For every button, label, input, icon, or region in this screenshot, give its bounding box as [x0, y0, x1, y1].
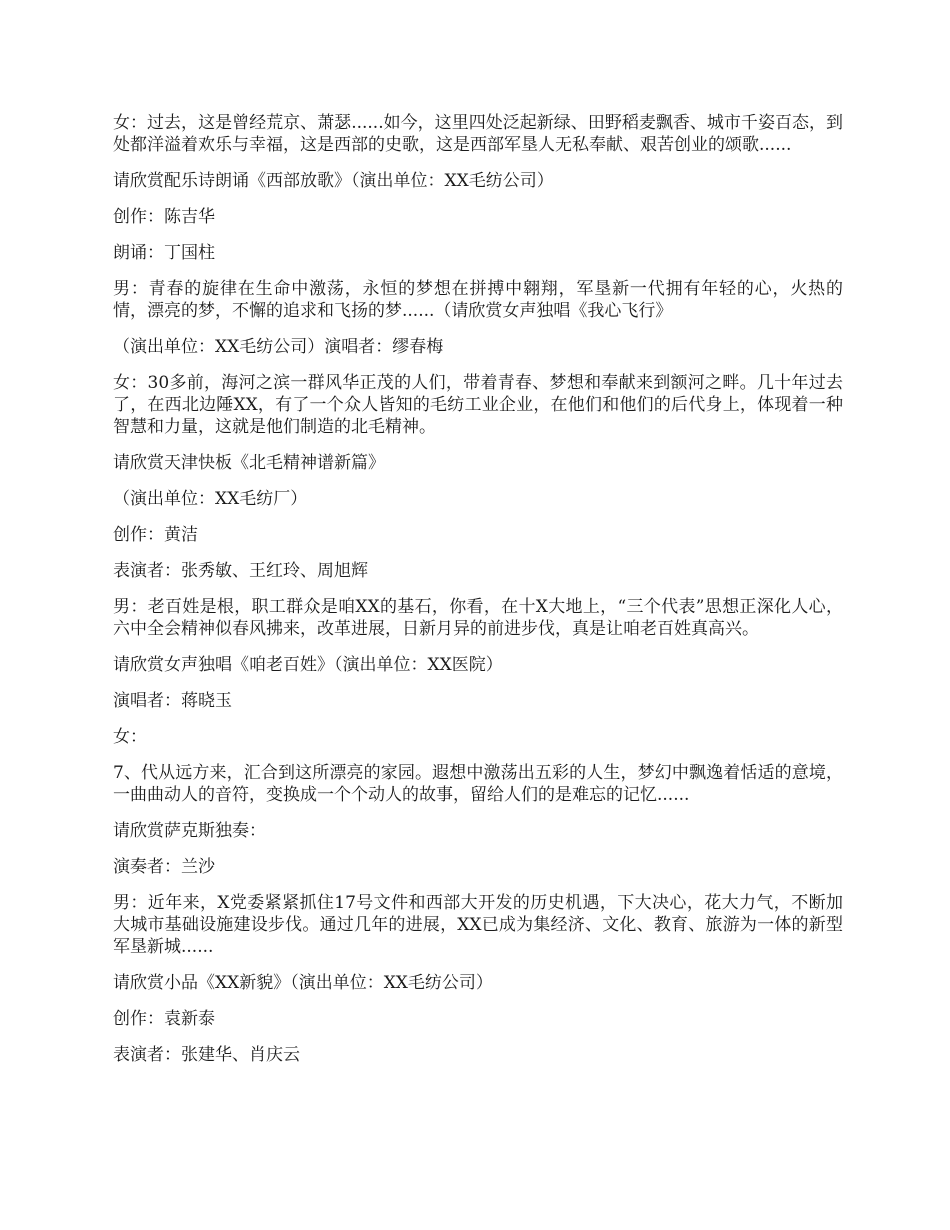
- paragraph-credit-unit: （演出单位：XX毛纺厂）: [113, 489, 308, 509]
- paragraph-credit-unit-singer: （演出单位：XX毛纺公司）演唱者：缪春梅: [113, 337, 444, 357]
- paragraph-credit-writer: 创作：陈吉华: [113, 207, 215, 227]
- paragraph-intro-male: 男：青春的旋律在生命中激荡，永恒的梦想在拼搏中翱翔，军垦新一代拥有年轻的心，火热的情，漂亮的梦，不懈的追求和飞扬的梦......（请欣赏女声独唱《我心飞行》: [113, 279, 843, 321]
- paragraph-credit-performers: 表演者：张秀敏、王红玲、周旭辉: [113, 561, 368, 581]
- paragraph-credit-writer: 创作：黄洁: [113, 525, 198, 545]
- paragraph-intro-female: 女：过去，这是曾经荒京、萧瑟......如今，这里四处泛起新绿、田野稻麦飘香、城市千姿百态，到处都洋溢着欢乐与幸福，这是西部的史歌，这是西部军垦人无私奉献、艰苦创业的颂歌......: [113, 113, 843, 155]
- paragraph-credit-singer: 演唱者：蒋晓玉: [113, 691, 232, 711]
- paragraph-program-solo: 请欣赏女声独唱《咱老百姓》（演出单位：XX医院）: [113, 655, 503, 675]
- paragraph-speaker-female: 女：: [113, 727, 147, 747]
- document-body: [113, 112, 843, 1080]
- paragraph-program-saxophone: 请欣赏萨克斯独奏：: [113, 821, 266, 841]
- paragraph-intro-male: 男：老百姓是根，职工群众是咱XX的基石，你看，在十X大地上，“三个代表”思想正深化人心，六中全会精神似春风拂来，改革进展，日新月异的前进步伐，真是让咱老百姓真高兴。: [113, 597, 843, 639]
- paragraph-credit-performers: 表演者：张建华、肖庆云: [113, 1045, 300, 1065]
- paragraph-credit-writer: 创作：袁新泰: [113, 1009, 215, 1029]
- paragraph-intro-numbered: 7、代从远方来，汇合到这所漂亮的家园。遐想中激荡出五彩的人生，梦幻中飘逸着恬适的意境，一曲曲动人的音符，变换成一个个动人的故事，留给人们的是难忘的记忆......: [113, 763, 843, 805]
- paragraph-program-kuaiban: 请欣赏天津快板《北毛精神谱新篇》: [113, 453, 385, 473]
- paragraph-program-poem: 请欣赏配乐诗朗诵《西部放歌》（演出单位：XX毛纺公司）: [113, 171, 554, 191]
- paragraph-intro-male: 男：近年来，X党委紧紧抓住17号文件和西部大开发的历史机遇，下大决心，花大力气，不断加大城市基础设施建设步伐。通过几年的进展，XX已成为集经济、文化、教育、旅游为一体的新型军垦新城......: [113, 893, 843, 957]
- paragraph-credit-reciter: 朗诵：丁国柱: [113, 243, 215, 263]
- paragraph-program-sketch: 请欣赏小品《XX新貌》（演出单位：XX毛纺公司）: [113, 973, 493, 993]
- paragraph-intro-female: 女：30多前，海河之滨一群风华正茂的人们，带着青春、梦想和奉献来到额河之畔。几十年过去了，在西北边陲XX，有了一个众人皆知的毛纺工业企业，在他们和他们的后代身上，体现着一种智慧和力量，这就是他们制造的北毛精神。: [113, 373, 843, 437]
- paragraph-credit-player: 演奏者：兰沙: [113, 857, 215, 877]
